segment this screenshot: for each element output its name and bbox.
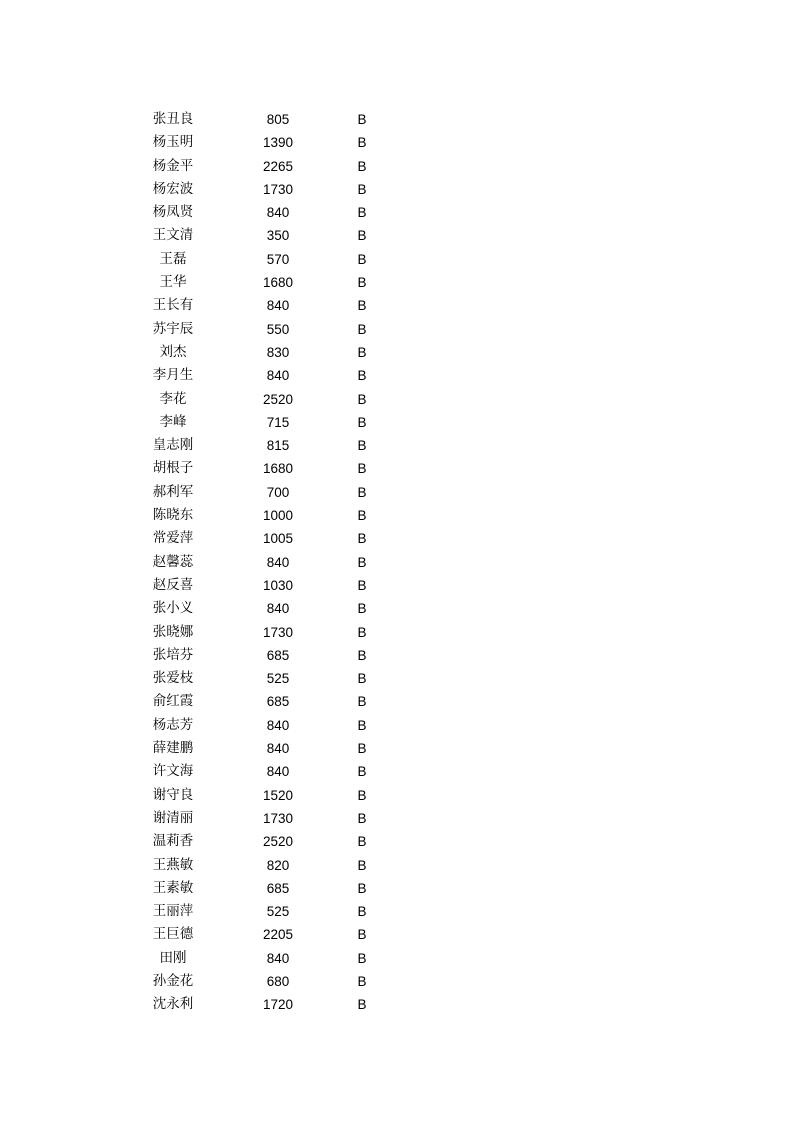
name-cell: 王燕敏	[152, 856, 194, 873]
table-row	[0, 970, 793, 993]
table-row	[0, 271, 793, 294]
name-cell: 陈晓东	[152, 507, 194, 524]
table-row	[0, 993, 793, 1016]
table-row	[0, 830, 793, 853]
amount-cell: 680	[266, 973, 290, 989]
amount-cell: 805	[266, 112, 290, 127]
name-cell: 王磊	[159, 250, 187, 267]
amount-cell: 685	[266, 880, 290, 896]
amount-cell: 2520	[262, 834, 294, 850]
table-row	[0, 574, 793, 597]
name-cell: 王丽萍	[152, 903, 194, 920]
amount-cell: 2520	[262, 391, 294, 407]
amount-cell: 840	[266, 554, 290, 570]
name-cell: 谢守良	[152, 786, 194, 803]
name-cell: 俞红霞	[152, 693, 194, 710]
grade-cell: B	[357, 135, 367, 151]
name-cell: 杨宏波	[152, 180, 194, 197]
grade-cell: B	[357, 694, 367, 710]
table-row	[0, 947, 793, 970]
name-cell: 常爱萍	[152, 530, 194, 547]
grade-cell: B	[357, 414, 367, 430]
name-cell: 王长有	[152, 297, 194, 314]
table-row	[0, 341, 793, 364]
table-row	[0, 784, 793, 807]
name-cell: 许文海	[152, 763, 194, 780]
grade-cell: B	[357, 787, 367, 803]
amount-cell: 2265	[262, 158, 294, 174]
name-cell: 赵反喜	[152, 576, 194, 593]
amount-cell: 1730	[262, 181, 294, 197]
amount-cell: 840	[266, 741, 290, 757]
name-cell: 杨金平	[152, 157, 194, 174]
amount-cell: 685	[266, 694, 290, 710]
grade-cell: B	[357, 508, 367, 524]
data-table	[0, 108, 793, 1017]
name-cell: 张丑良	[152, 111, 194, 127]
amount-cell: 840	[266, 298, 290, 314]
amount-cell: 1390	[262, 135, 294, 151]
grade-cell: B	[357, 391, 367, 407]
table-row	[0, 714, 793, 737]
amount-cell: 525	[266, 671, 290, 687]
name-cell: 杨志芳	[152, 716, 194, 733]
table-row	[0, 108, 793, 131]
grade-cell: B	[357, 275, 367, 291]
grade-cell: B	[357, 834, 367, 850]
amount-cell: 815	[266, 438, 290, 454]
amount-cell: 1030	[262, 577, 294, 593]
name-cell: 李峰	[159, 413, 187, 430]
grade-cell: B	[357, 112, 367, 127]
name-cell: 温莉香	[152, 833, 194, 850]
table-row	[0, 388, 793, 411]
grade-cell: B	[357, 181, 367, 197]
grade-cell: B	[357, 647, 367, 663]
name-cell: 刘杰	[159, 343, 187, 360]
table-row	[0, 760, 793, 783]
table-row	[0, 551, 793, 574]
amount-cell: 715	[266, 414, 290, 430]
name-cell: 张培芬	[152, 646, 194, 663]
table-row	[0, 457, 793, 480]
grade-cell: B	[357, 228, 367, 244]
grade-cell: B	[357, 438, 367, 454]
amount-cell: 840	[266, 205, 290, 221]
table-row	[0, 411, 793, 434]
grade-cell: B	[357, 601, 367, 617]
table-row	[0, 224, 793, 247]
name-cell: 李花	[159, 390, 187, 407]
name-cell: 杨凤贤	[152, 204, 194, 221]
table-row	[0, 131, 793, 154]
grade-cell: B	[357, 927, 367, 943]
amount-cell: 1005	[262, 531, 294, 547]
amount-cell: 840	[266, 601, 290, 617]
name-cell: 郝利军	[152, 483, 194, 500]
amount-cell: 525	[266, 904, 290, 920]
amount-cell: 1680	[262, 275, 294, 291]
name-cell: 田刚	[159, 949, 187, 966]
grade-cell: B	[357, 344, 367, 360]
grade-cell: B	[357, 158, 367, 174]
table-row	[0, 527, 793, 550]
table-row	[0, 504, 793, 527]
grade-cell: B	[357, 368, 367, 384]
amount-cell: 840	[266, 717, 290, 733]
grade-cell: B	[357, 997, 367, 1013]
amount-cell: 1680	[262, 461, 294, 477]
name-cell: 皇志刚	[152, 437, 194, 454]
grade-cell: B	[357, 671, 367, 687]
grade-cell: B	[357, 251, 367, 267]
table-row	[0, 807, 793, 830]
table-row	[0, 667, 793, 690]
name-cell: 王素敏	[152, 879, 194, 896]
table-row	[0, 854, 793, 877]
table-row	[0, 248, 793, 271]
grade-cell: B	[357, 205, 367, 221]
name-cell: 李月生	[152, 367, 194, 384]
name-cell: 赵馨蕊	[152, 553, 194, 570]
grade-cell: B	[357, 298, 367, 314]
grade-cell: B	[357, 950, 367, 966]
table-row	[0, 597, 793, 620]
amount-cell: 840	[266, 368, 290, 384]
amount-cell: 1720	[262, 997, 294, 1013]
grade-cell: B	[357, 717, 367, 733]
name-cell: 薛建鹏	[152, 740, 194, 757]
grade-cell: B	[357, 810, 367, 826]
name-cell: 谢清丽	[152, 809, 194, 826]
grade-cell: B	[357, 484, 367, 500]
grade-cell: B	[357, 461, 367, 477]
amount-cell: 840	[266, 950, 290, 966]
amount-cell: 1520	[262, 787, 294, 803]
table-row	[0, 201, 793, 224]
amount-cell: 840	[266, 764, 290, 780]
grade-cell: B	[357, 577, 367, 593]
name-cell: 王巨德	[152, 926, 194, 943]
amount-cell: 685	[266, 647, 290, 663]
table-row	[0, 178, 793, 201]
table-row	[0, 481, 793, 504]
grade-cell: B	[357, 764, 367, 780]
table-row	[0, 923, 793, 946]
table-row	[0, 737, 793, 760]
amount-cell: 830	[266, 344, 290, 360]
table-row	[0, 294, 793, 317]
amount-cell: 1730	[262, 624, 294, 640]
amount-cell: 1730	[262, 810, 294, 826]
table-row	[0, 621, 793, 644]
name-cell: 胡根子	[152, 460, 194, 477]
amount-cell: 820	[266, 857, 290, 873]
name-cell: 杨玉明	[152, 134, 194, 151]
name-cell: 沈永利	[152, 996, 194, 1013]
name-cell: 孙金花	[152, 972, 194, 989]
table-row	[0, 364, 793, 387]
name-cell: 张晓娜	[152, 623, 194, 640]
grade-cell: B	[357, 857, 367, 873]
grade-cell: B	[357, 880, 367, 896]
amount-cell: 700	[266, 484, 290, 500]
amount-cell: 1000	[262, 508, 294, 524]
name-cell: 张爱枝	[152, 670, 194, 687]
amount-cell: 570	[266, 251, 290, 267]
table-row	[0, 690, 793, 713]
amount-cell: 350	[266, 228, 290, 244]
name-cell: 王华	[159, 274, 187, 291]
name-cell: 苏宇辰	[152, 320, 194, 337]
name-cell: 张小义	[152, 600, 194, 617]
name-cell: 王文清	[152, 227, 194, 244]
table-row	[0, 434, 793, 457]
table-row	[0, 155, 793, 178]
grade-cell: B	[357, 531, 367, 547]
grade-cell: B	[357, 741, 367, 757]
table-row	[0, 318, 793, 341]
amount-cell: 2205	[262, 927, 294, 943]
table-row	[0, 644, 793, 667]
grade-cell: B	[357, 624, 367, 640]
grade-cell: B	[357, 554, 367, 570]
table-row	[0, 877, 793, 900]
grade-cell: B	[357, 904, 367, 920]
grade-cell: B	[357, 321, 367, 337]
grade-cell: B	[357, 973, 367, 989]
amount-cell: 550	[266, 321, 290, 337]
table-row	[0, 900, 793, 923]
